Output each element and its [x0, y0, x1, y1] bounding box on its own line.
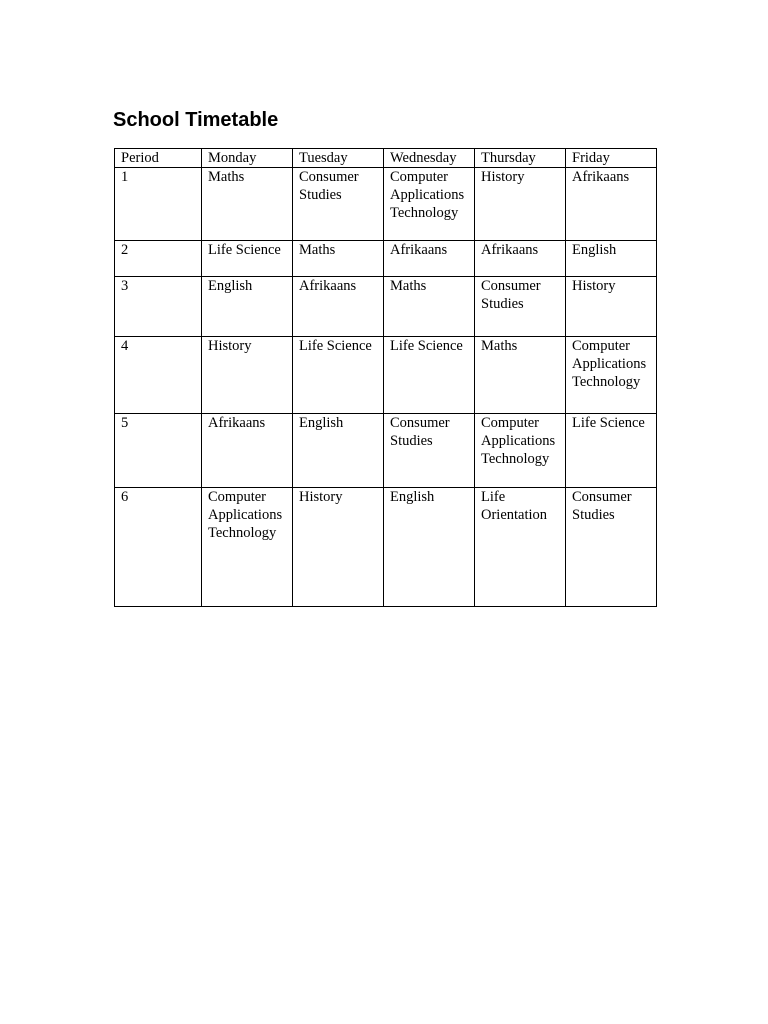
subject-cell: Life Science	[202, 241, 293, 277]
subject-cell: Consumer Studies	[384, 414, 475, 488]
header-monday: Monday	[202, 149, 293, 168]
period-cell: 3	[115, 277, 202, 337]
subject-cell: Maths	[475, 337, 566, 414]
header-period: Period	[115, 149, 202, 168]
page-title: School Timetable	[113, 109, 279, 131]
subject-cell: Computer Applications Technology	[384, 168, 475, 241]
table-row	[115, 277, 657, 337]
header-tuesday: Tuesday	[293, 149, 384, 168]
subject-cell: Computer Applications Technology	[566, 337, 657, 414]
header-wednesday: Wednesday	[384, 149, 475, 168]
subject-cell: Computer Applications Technology	[202, 488, 293, 607]
subject-cell: Consumer Studies	[293, 168, 384, 241]
subject-cell: English	[566, 241, 657, 277]
header-row	[115, 149, 657, 168]
period-cell: 6	[115, 488, 202, 607]
subject-cell: History	[202, 337, 293, 414]
subject-cell: Afrikaans	[566, 168, 657, 241]
subject-cell: Life Science	[566, 414, 657, 488]
subject-cell: History	[293, 488, 384, 607]
subject-cell: English	[202, 277, 293, 337]
period-cell: 4	[115, 337, 202, 414]
period-cell: 5	[115, 414, 202, 488]
subject-cell: Afrikaans	[293, 277, 384, 337]
table-row	[115, 168, 657, 241]
subject-cell: History	[475, 168, 566, 241]
subject-cell: History	[566, 277, 657, 337]
table-row	[115, 241, 657, 277]
subject-cell: English	[384, 488, 475, 607]
subject-cell: Afrikaans	[202, 414, 293, 488]
subject-cell: Consumer Studies	[566, 488, 657, 607]
table-row	[115, 414, 657, 488]
table-row	[115, 488, 657, 607]
timetable-table	[114, 148, 657, 607]
period-cell: 2	[115, 241, 202, 277]
header-thursday: Thursday	[475, 149, 566, 168]
subject-cell: Life Science	[293, 337, 384, 414]
subject-cell: Life Science	[384, 337, 475, 414]
subject-cell: Consumer Studies	[475, 277, 566, 337]
header-friday: Friday	[566, 149, 657, 168]
subject-cell: Maths	[293, 241, 384, 277]
subject-cell: Maths	[202, 168, 293, 241]
subject-cell: Afrikaans	[384, 241, 475, 277]
period-cell: 1	[115, 168, 202, 241]
subject-cell: Life Orientation	[475, 488, 566, 607]
subject-cell: English	[293, 414, 384, 488]
table-row	[115, 337, 657, 414]
subject-cell: Afrikaans	[475, 241, 566, 277]
subject-cell: Maths	[384, 277, 475, 337]
subject-cell: Computer Applications Technology	[475, 414, 566, 488]
